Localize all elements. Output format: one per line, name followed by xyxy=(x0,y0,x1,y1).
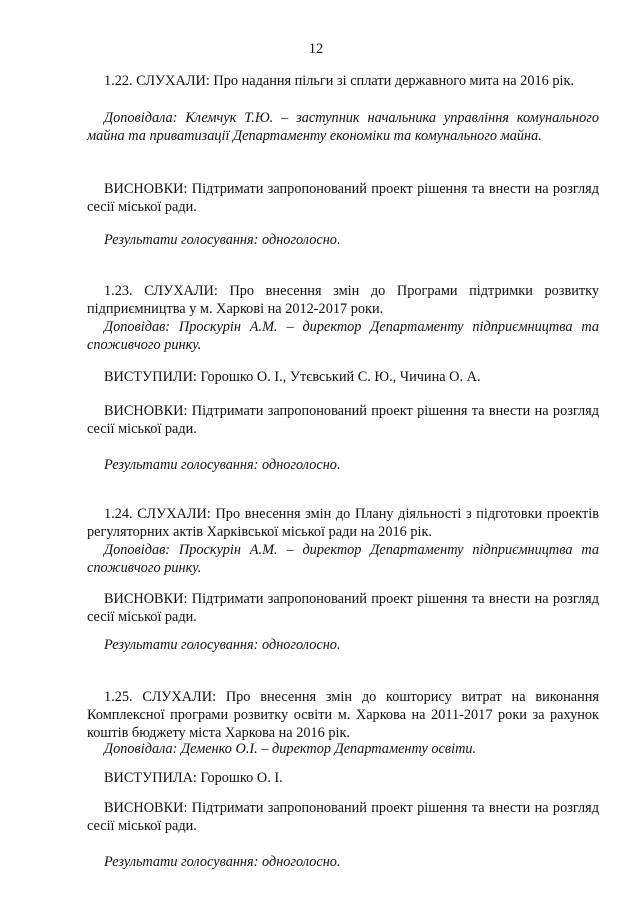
conclusions-text: ВИСНОВКИ: Підтримати запропонований проект рішення та внести на розгляд сесії міської ради. xyxy=(87,181,599,215)
conclusions-text: ВИСНОВКИ: Підтримати запропонований проект рішення та внести на розгляд сесії міської ради. xyxy=(87,591,599,625)
item-1-25-speakers xyxy=(87,769,599,787)
conclusions-text: ВИСНОВКИ: Підтримати запропонований проект рішення та внести на розгляд сесії міської ради. xyxy=(87,403,599,437)
vote-text: Результати голосування: одноголосно. xyxy=(104,457,341,473)
vote-text: Результати голосування: одноголосно. xyxy=(104,637,341,653)
item-1-25-conclusions xyxy=(87,799,599,835)
vote-text: Результати голосування: одноголосно. xyxy=(104,232,341,248)
item-1-23-conclusions xyxy=(87,402,599,438)
heard-text: 1.23. СЛУХАЛИ: Про внесення змін до Програми підтримки розвитку підприємництва у м. Харкові на 2012-2017 роки. xyxy=(87,283,599,317)
item-1-23-vote xyxy=(87,456,599,474)
reporter-text: Доповідав: Проскурін А.М. – директор Департаменту підприємництва та споживчого ринку. xyxy=(87,542,599,576)
heard-text: 1.24. СЛУХАЛИ: Про внесення змін до Плану діяльності з підготовки проектів регуляторних актів Харківської міської ради на 2016 рік. xyxy=(87,506,599,540)
item-1-22-reporter xyxy=(87,109,599,145)
item-1-23-reporter xyxy=(87,318,599,354)
item-1-24-heard xyxy=(87,505,599,541)
item-1-22-conclusions xyxy=(87,180,599,216)
reporter-text: Доповідав: Проскурін А.М. – директор Департаменту підприємництва та споживчого ринку. xyxy=(87,319,599,353)
item-1-25-heard xyxy=(87,688,599,742)
speakers-text: ВИСТУПИЛИ: Горошко О. І., Утєвський С. Ю., Чичина О. А. xyxy=(104,369,481,385)
item-1-22-heard xyxy=(87,72,599,90)
vote-text: Результати голосування: одноголосно. xyxy=(104,854,341,870)
conclusions-text: ВИСНОВКИ: Підтримати запропонований проект рішення та внести на розгляд сесії міської ради. xyxy=(87,800,599,834)
page-number: 12 xyxy=(308,41,324,57)
speakers-text: ВИСТУПИЛА: Горошко О. І. xyxy=(104,770,283,786)
item-1-25-vote xyxy=(87,853,599,871)
item-1-23-heard xyxy=(87,282,599,318)
heard-text: 1.22. СЛУХАЛИ: Про надання пільги зі сплати державного мита на 2016 рік. xyxy=(104,73,574,89)
item-1-24-vote xyxy=(87,636,599,654)
reporter-text: Доповідала: Деменко О.І. – директор Департаменту освіти. xyxy=(104,741,477,757)
item-1-24-conclusions xyxy=(87,590,599,626)
item-1-25-reporter xyxy=(87,740,599,758)
heard-text: 1.25. СЛУХАЛИ: Про внесення змін до кошторису витрат на виконання Комплексної програми розвитку освіти м. Харкова на 2011-2017 роки за рахунок коштів бюджету міста Харкова на 2016 рік. xyxy=(87,689,599,741)
item-1-22-vote xyxy=(87,231,599,249)
reporter-text: Доповідала: Клемчук Т.Ю. – заступник начальника управління комунального майна та приватизації Департаменту економіки та комунального майна. xyxy=(87,110,599,144)
item-1-24-reporter xyxy=(87,541,599,577)
item-1-23-speakers xyxy=(87,368,599,386)
